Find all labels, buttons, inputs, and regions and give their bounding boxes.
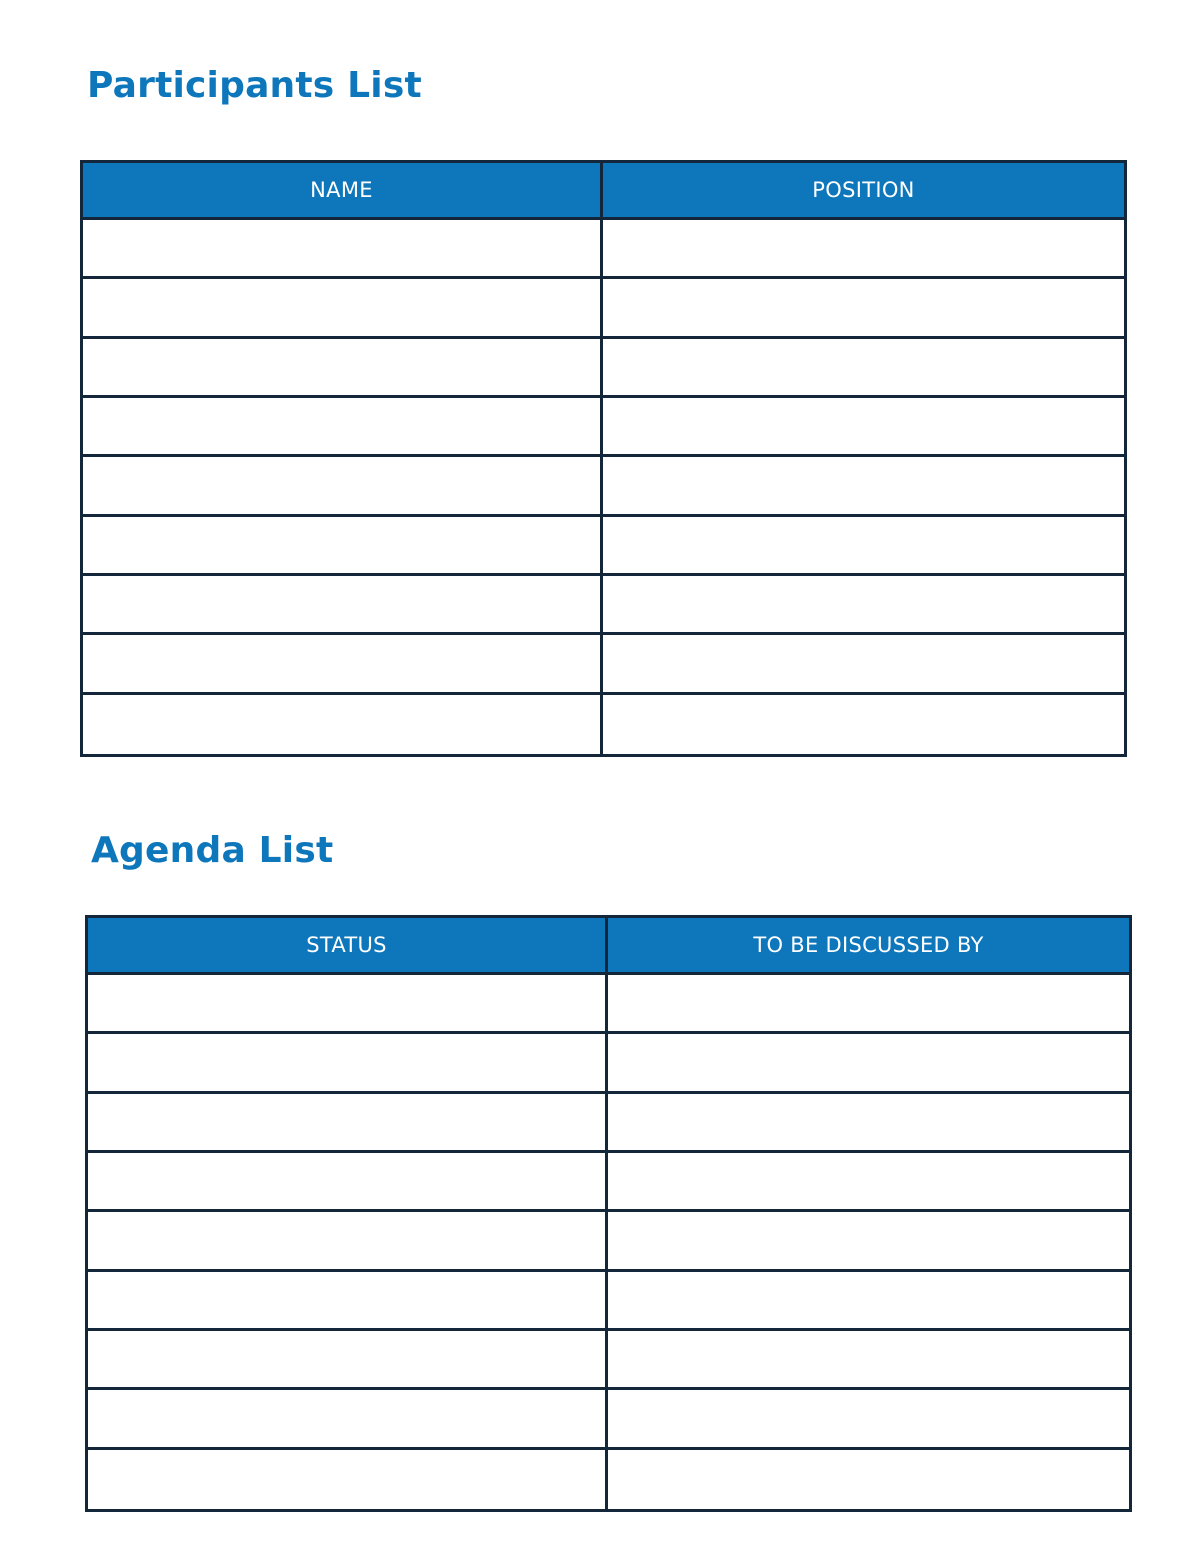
name-cell[interactable]	[83, 457, 603, 516]
column-header-name: NAME	[83, 163, 603, 220]
status-cell[interactable]	[88, 1094, 608, 1153]
column-header-position: POSITION	[603, 163, 1124, 220]
name-cell[interactable]	[83, 279, 603, 338]
position-cell[interactable]	[603, 517, 1124, 576]
discussed-by-cell[interactable]	[608, 1272, 1129, 1331]
discussed-by-cell[interactable]	[608, 1094, 1129, 1153]
status-cell[interactable]	[88, 1390, 608, 1449]
participants-list-title: Participants List	[87, 65, 422, 106]
discussed-by-cell[interactable]	[608, 1034, 1129, 1093]
name-cell[interactable]	[83, 220, 603, 279]
position-cell[interactable]	[603, 279, 1124, 338]
name-cell[interactable]	[83, 635, 603, 694]
position-cell[interactable]	[603, 220, 1124, 279]
name-cell[interactable]	[83, 576, 603, 635]
discussed-by-cell[interactable]	[608, 975, 1129, 1034]
position-cell[interactable]	[603, 695, 1124, 754]
agenda-table	[85, 915, 1132, 1512]
name-cell[interactable]	[83, 517, 603, 576]
position-cell[interactable]	[603, 339, 1124, 398]
agenda-list-title: Agenda List	[91, 830, 334, 871]
participants-table	[80, 160, 1127, 757]
name-cell[interactable]	[83, 339, 603, 398]
status-cell[interactable]	[88, 1272, 608, 1331]
status-cell[interactable]	[88, 975, 608, 1034]
status-cell[interactable]	[88, 1450, 608, 1509]
status-cell[interactable]	[88, 1331, 608, 1390]
status-cell[interactable]	[88, 1034, 608, 1093]
discussed-by-cell[interactable]	[608, 1212, 1129, 1271]
column-header-to-be-discussed-by: TO BE DISCUSSED BY	[608, 918, 1129, 975]
position-cell[interactable]	[603, 457, 1124, 516]
position-cell[interactable]	[603, 576, 1124, 635]
position-cell[interactable]	[603, 398, 1124, 457]
discussed-by-cell[interactable]	[608, 1331, 1129, 1390]
discussed-by-cell[interactable]	[608, 1153, 1129, 1212]
column-header-status: STATUS	[88, 918, 608, 975]
status-cell[interactable]	[88, 1153, 608, 1212]
name-cell[interactable]	[83, 398, 603, 457]
status-cell[interactable]	[88, 1212, 608, 1271]
name-cell[interactable]	[83, 695, 603, 754]
discussed-by-cell[interactable]	[608, 1390, 1129, 1449]
discussed-by-cell[interactable]	[608, 1450, 1129, 1509]
position-cell[interactable]	[603, 635, 1124, 694]
